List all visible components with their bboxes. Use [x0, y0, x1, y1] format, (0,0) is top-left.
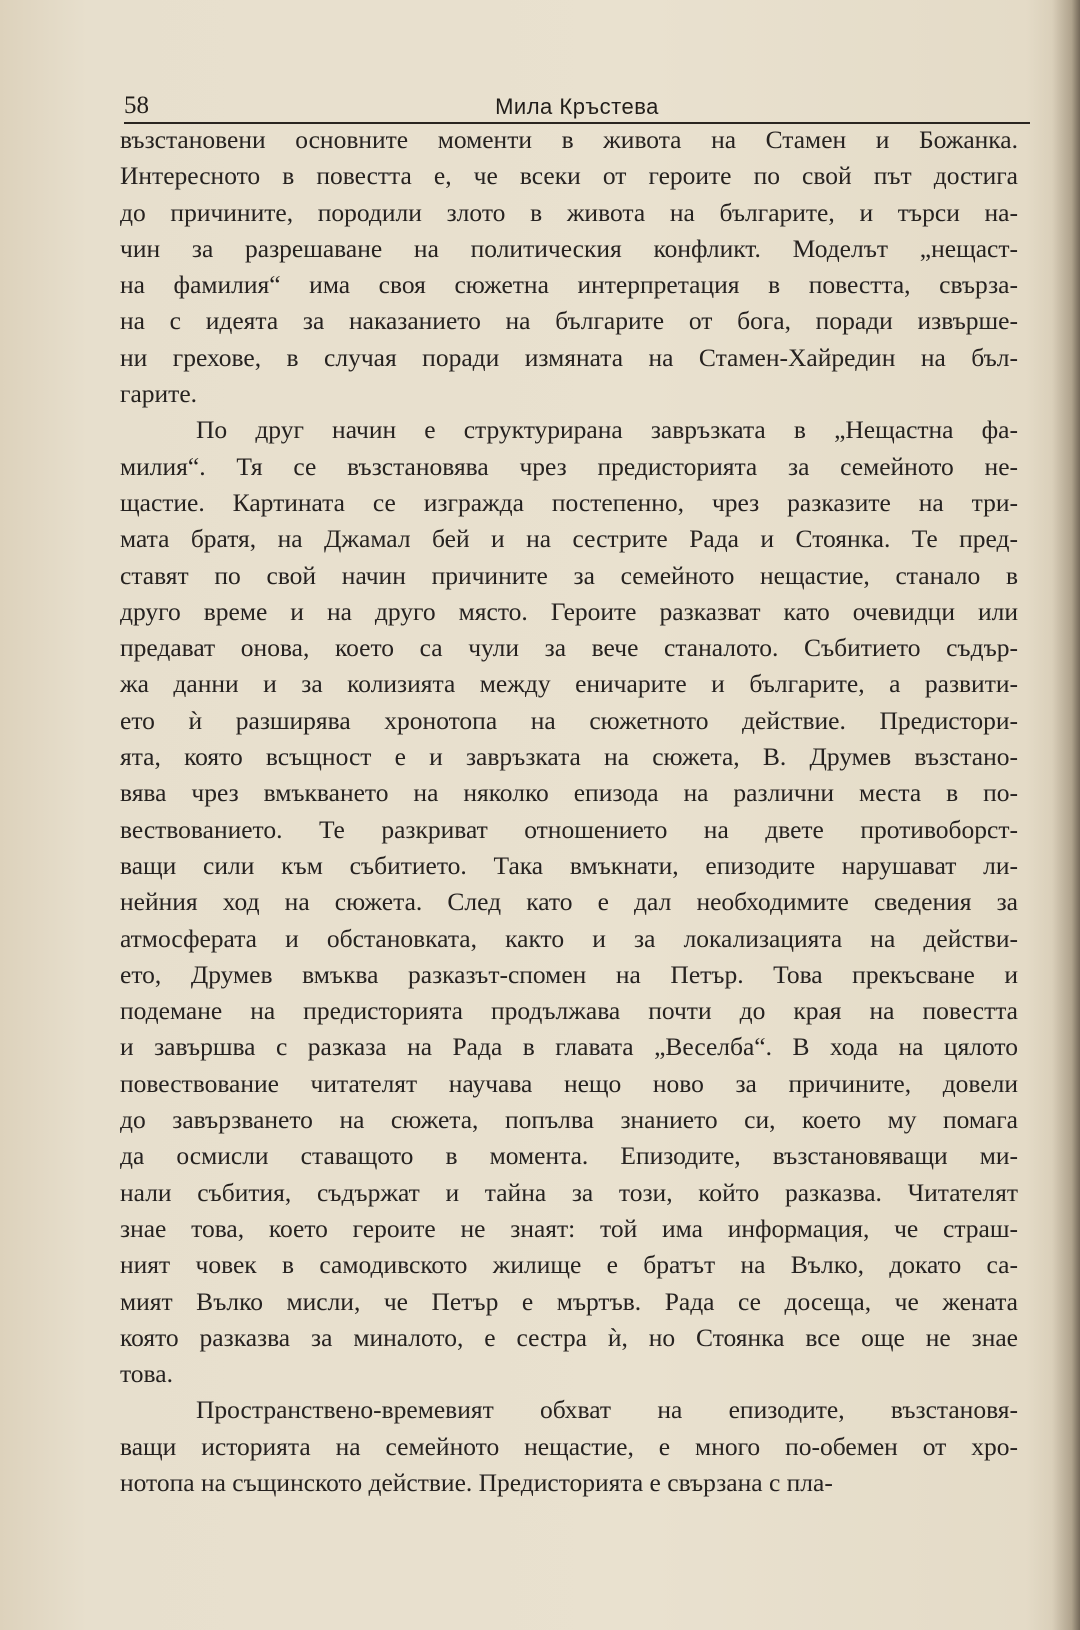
text-line: жа данни и за колизията между еничарите и българите, а развити- — [120, 669, 1018, 699]
text-line: ставят по свой начин причините за семейното нещастие, станало в — [120, 560, 1018, 590]
page-number: 58 — [124, 92, 149, 119]
text-line: ята, която всъщност е и завръзката на сюжета, В. Друмев възстано- — [120, 742, 1018, 772]
text-line: и завършва с разказа на Рада в главата „Веселба“. В хода на цялото — [120, 1032, 1018, 1062]
text-line: повествование читателят научава нещо ново за причините, довели — [120, 1068, 1018, 1098]
text-line: милия“. Тя се възстановява чрез предисторията за семейното не- — [120, 451, 1018, 481]
text-line: знае това, което героите не знаят: той има информация, че страш- — [120, 1213, 1018, 1243]
text-line: атмосферата и обстановката, както и за локализацията на действи- — [120, 923, 1018, 953]
text-line: Пространствено-времевият обхват на епизодите, възстановя- — [196, 1395, 1018, 1425]
text-line: гарите. — [120, 379, 198, 409]
page-header — [124, 92, 1030, 124]
text-line: По друг начин е структурирана завръзката в „Нещастна фа- — [196, 415, 1018, 445]
text-line: мият Вълко мисли, че Петър е мъртъв. Рада се досеща, че жената — [120, 1286, 1018, 1316]
text-line: ващи историята на семейното нещастие, е много по-обемен от хро- — [120, 1431, 1018, 1461]
text-line: чин за разрешаване на политическия конфликт. Моделът „нещаст- — [120, 233, 1018, 263]
text-line: ващи сили към събитието. Така вмъкнати, епизодите нарушават ли- — [120, 850, 1018, 880]
text-line: това. — [120, 1359, 173, 1389]
text-line: ни грехове, в случая поради измяната на Стамен-Хайредин на бъл- — [120, 342, 1018, 372]
text-line: Интересното в повестта е, че всеки от героите по свой път достига — [120, 161, 1018, 191]
text-line: ният човек в самодивското жилище е братът на Вълко, докато са- — [120, 1250, 1018, 1280]
text-line: подемане на предисторията продължава почти до края на повестта — [120, 996, 1018, 1026]
text-line: нейния ход на сюжета. След като е дал необходимите сведения за — [120, 887, 1018, 917]
text-line: мата братя, на Джамал бей и на сестрите Рада и Стоянка. Те пред- — [120, 524, 1018, 554]
text-line: да осмисли ставащото в момента. Епизодите, възстановяващи ми- — [120, 1141, 1018, 1171]
text-line: на с идеята за наказанието на българите от бога, поради извърше- — [120, 306, 1018, 336]
running-head-author: Мила Кръстева — [495, 94, 659, 119]
text-line: до завързването на сюжета, попълва знанието си, което му помага — [120, 1105, 1018, 1135]
page-edge-shadow — [1052, 0, 1080, 1630]
paragraph — [120, 412, 1018, 1392]
text-line: на фамилия“ има своя сюжетна интерпретация в повестта, свърза- — [120, 270, 1018, 300]
text-line: възстановени основните моменти в живота на Стамен и Божанка. — [120, 125, 1018, 154]
text-line: вява чрез вмъкването на няколко епизода на различни места в по- — [120, 778, 1018, 808]
text-line: ето, Друмев вмъква разказът-спомен на Петър. Това прекъсване и — [120, 959, 1018, 989]
text-line: щастие. Картината се изгражда постепенно, чрез разказите на три- — [120, 487, 1018, 517]
text-line: друго време и на друго място. Героите разказват като очевидци или — [120, 596, 1018, 626]
paragraph — [120, 1392, 1018, 1501]
paragraph — [120, 122, 1018, 412]
text-line: нотопа на същинското действие. Предисторията е свързана с пла- — [120, 1467, 833, 1497]
text-line: която разказва за миналото, е сестра ѝ, но Стоянка все още не знае — [120, 1322, 1018, 1352]
text-line: ето ѝ разширява хронотопа на сюжетното действие. Предистори- — [120, 705, 1018, 735]
text-line: вествованието. Те разкриват отношението на двете противоборст- — [120, 814, 1018, 844]
text-line: до причините, породили злото в живота на българите, и търси на- — [120, 197, 1018, 227]
body-text — [120, 122, 1018, 1501]
text-line: нали събития, съдържат и тайна за този, който разказва. Читателят — [120, 1177, 1018, 1207]
text-line: предават онова, което са чули за вече станалото. Събитието съдър- — [120, 633, 1018, 663]
